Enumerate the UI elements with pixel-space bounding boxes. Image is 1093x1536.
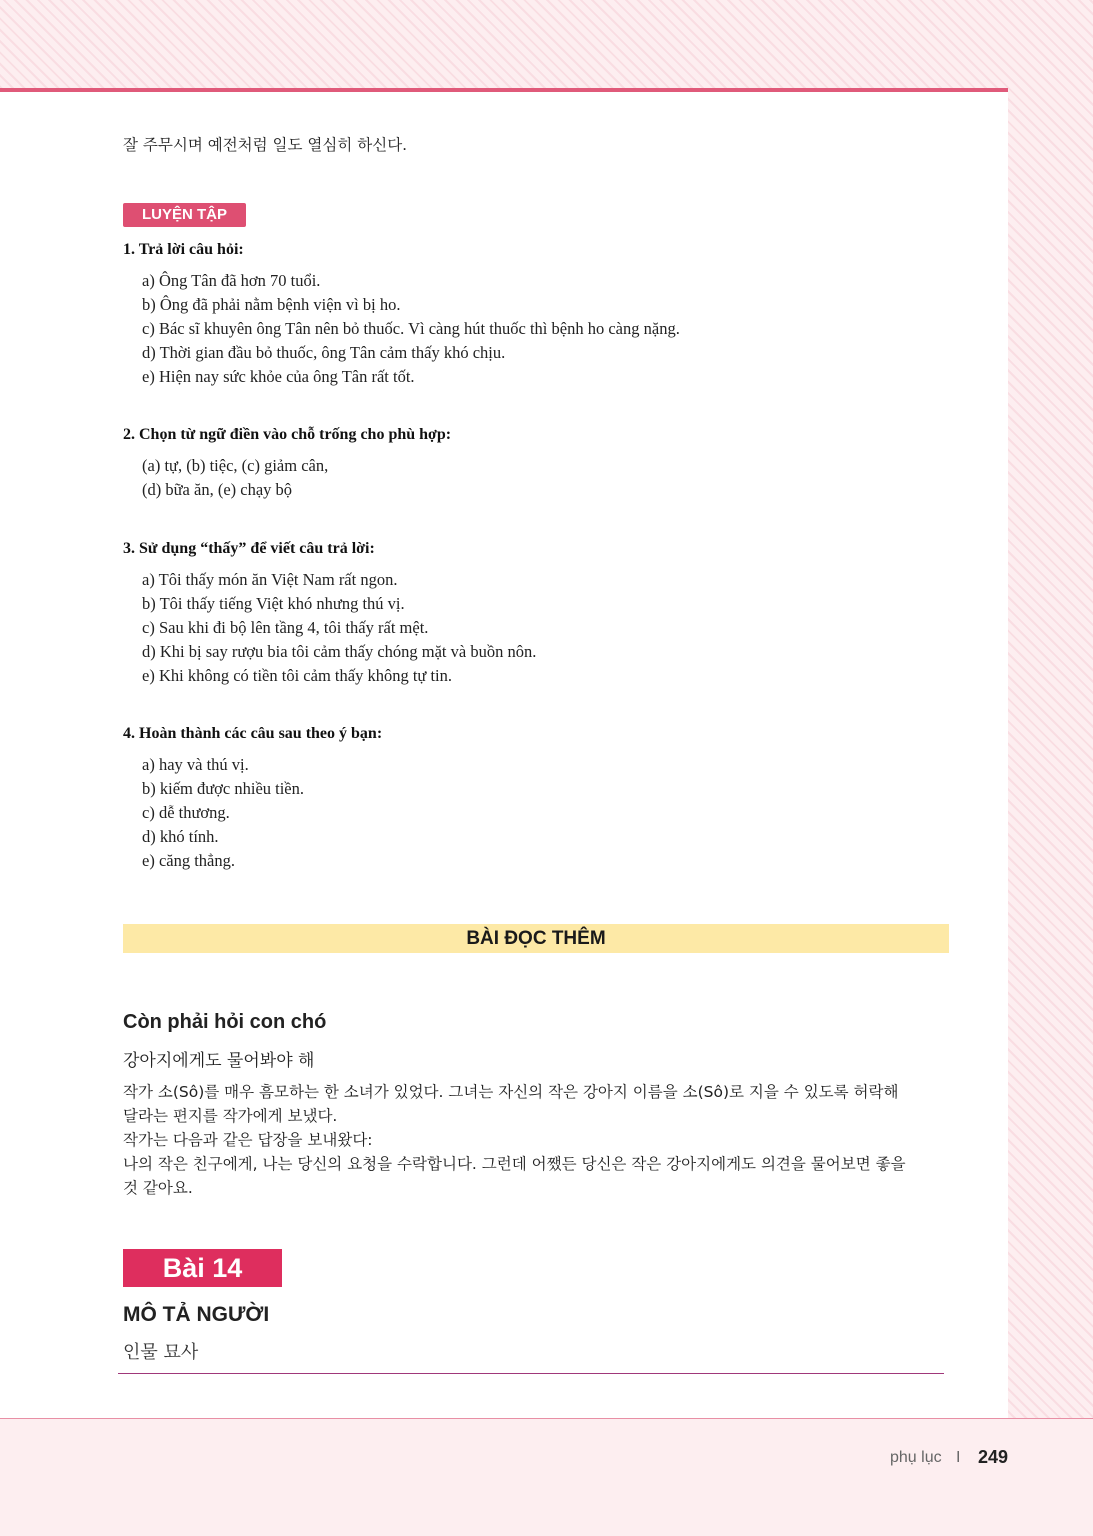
exercise-1-list (142, 269, 680, 389)
exercise-2-title: 2. Chọn từ ngữ điền vào chỗ trống cho phù hợp: (123, 426, 452, 443)
list-item: c) Sau khi đi bộ lên tầng 4, tôi thấy rất mệt. (142, 618, 429, 637)
list-item: a) Tôi thấy món ăn Việt Nam rất ngon. (142, 570, 398, 589)
list-item: (a) tự, (b) tiệc, (c) giảm cân, (142, 456, 329, 475)
exercise-3-list (142, 568, 536, 688)
top-decorative-band (0, 0, 1008, 88)
list-item: a) hay và thú vị. (142, 755, 249, 774)
footer-separator: I (956, 1449, 961, 1466)
footer-band (0, 1419, 1093, 1536)
exercise-3-title: 3. Sử dụng “thấy” để viết câu trả lời: (123, 540, 375, 557)
reading-section-bar: BÀI ĐỌC THÊM (123, 924, 949, 953)
exercise-4-list (142, 753, 304, 873)
list-item: e) căng thẳng. (142, 851, 235, 870)
practice-badge: LUYỆN TẬP (123, 203, 246, 227)
story-line: 작가는 다음과 같은 답장을 보내왔다: (123, 1131, 373, 1149)
list-item: b) Ông đã phải nằm bệnh viện vì bị ho. (142, 295, 401, 314)
story-line: 작가 소(Sô)를 매우 흠모하는 한 소녀가 있었다. 그녀는 자신의 작은 강아지 이름을 소(Sô)로 지을 수 있도록 허락해 (123, 1083, 899, 1101)
story-subtitle: 강아지에게도 물어봐야 해 (123, 1051, 315, 1071)
story-line: 것 같아요. (123, 1179, 193, 1197)
list-item: c) Bác sĩ khuyên ông Tân nên bỏ thuốc. Vì càng hút thuốc thì bệnh ho càng nặng. (142, 319, 680, 338)
story-title: Còn phải hỏi con chó (123, 1011, 327, 1033)
list-item: d) Khi bị say rượu bia tôi cảm thấy chóng mặt và buồn nôn. (142, 642, 537, 661)
list-item: d) khó tính. (142, 827, 219, 846)
page-number: 249 (978, 1447, 1009, 1467)
story-body (123, 1080, 949, 1200)
story-line: 달라는 편지를 작가에게 보냈다. (123, 1107, 338, 1125)
list-item: c) dễ thương. (142, 803, 230, 822)
list-item: b) kiếm được nhiều tiền. (142, 779, 305, 798)
intro-korean-line: 잘 주무시며 예전처럼 일도 열심히 하신다. (123, 136, 408, 154)
lesson-title: MÔ TẢ NGƯỜI (123, 1303, 270, 1326)
lesson-number-badge: Bài 14 (123, 1249, 282, 1287)
footer-section-label: phụ lục (890, 1449, 942, 1466)
list-item: (d) bữa ăn, (e) chạy bộ (142, 480, 293, 499)
list-item: b) Tôi thấy tiếng Việt khó nhưng thú vị. (142, 594, 405, 613)
list-item: e) Hiện nay sức khỏe của ông Tân rất tốt. (142, 367, 415, 386)
lesson-subtitle: 인물 묘사 (123, 1342, 199, 1363)
list-item: a) Ông Tân đã hơn 70 tuổi. (142, 271, 321, 290)
exercise-2-list (142, 454, 328, 502)
list-item: e) Khi không có tiền tôi cảm thấy không tự tin. (142, 666, 453, 685)
exercise-1-title: 1. Trả lời câu hỏi: (123, 241, 244, 258)
exercise-4-title: 4. Hoàn thành các câu sau theo ý bạn: (123, 725, 383, 742)
story-line: 나의 작은 친구에게, 나는 당신의 요청을 수락합니다. 그런데 어쨌든 당신은 작은 강아지에게도 의견을 물어보면 좋을 (123, 1155, 906, 1173)
list-item: d) Thời gian đầu bỏ thuốc, ông Tân cảm thấy khó chịu. (142, 343, 506, 362)
lesson-divider (118, 1373, 944, 1374)
